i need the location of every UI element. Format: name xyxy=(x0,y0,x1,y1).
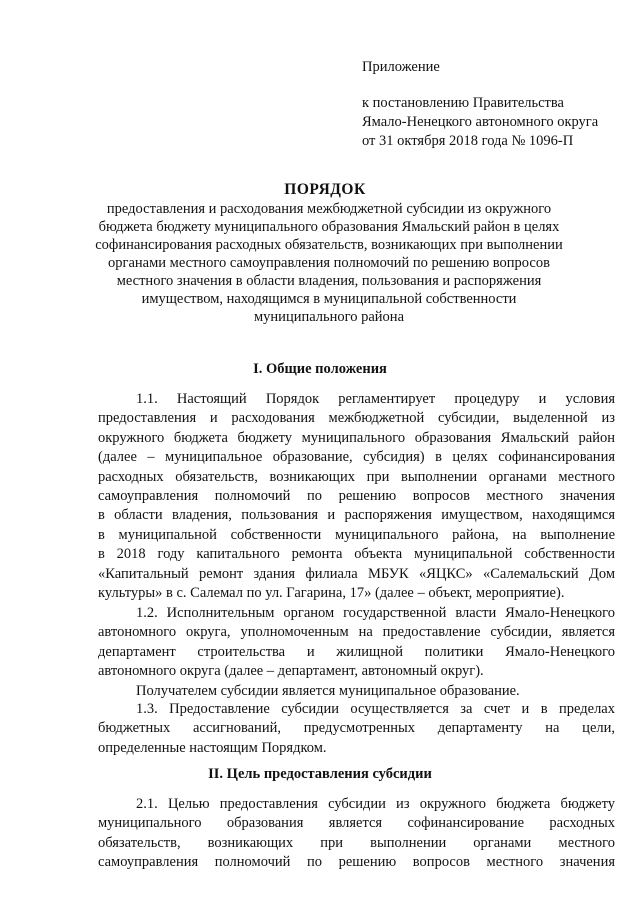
paragraph-line: обязательств, возникающих при выполнении органами местного xyxy=(98,834,615,851)
paragraph-line: 1.1. Настоящий Порядок регламентирует процедуру и условия xyxy=(136,391,615,407)
paragraph-recipient xyxy=(98,682,615,701)
paragraph-line: 2.1. Целью предоставления субсидии из окружного бюджета бюджету xyxy=(136,796,615,812)
subtitle-line: бюджета бюджету муниципального образования Ямальский район в целях xyxy=(98,219,560,235)
document-subtitle xyxy=(84,200,574,326)
paragraph-line: в муниципальной собственности муниципального района, на выполнение xyxy=(98,526,615,543)
subtitle-line: органами местного самоуправления полномочий по решению вопросов xyxy=(108,255,550,271)
appendix-line: к постановлению Правительства xyxy=(362,95,564,111)
subtitle-line: предоставления и расходования межбюджетной субсидии из окружного xyxy=(106,201,552,217)
paragraph-line: расходных обязательств, возникающих при выполнении органами местного xyxy=(98,468,615,485)
appendix-line: от 31 октября 2018 года № 1096-П xyxy=(362,133,574,149)
paragraph-1-1 xyxy=(98,390,615,603)
paragraph-2-1 xyxy=(98,795,615,873)
paragraph-line: определенные настоящим Порядком. xyxy=(98,739,327,756)
paragraph-line: культуры» в с. Салемал по ул. Гагарина, 17» (далее – объект, мероприятие). xyxy=(98,585,565,602)
paragraph-line: самоуправления полномочий по решению вопросов местного значения xyxy=(98,488,615,505)
paragraph-line: в 2018 году капитального ремонта объекта муниципальной собственности xyxy=(98,546,615,563)
paragraph-line: 1.2. Исполнительным органом государственной власти Ямало-Ненецкого xyxy=(136,605,615,621)
paragraph-line: департамент строительства и жилищной политики Ямало-Ненецкого xyxy=(98,643,615,660)
paragraph-line: окружного бюджета бюджету муниципального образования Ямальский район xyxy=(98,429,615,446)
paragraph-line: предоставления и расходования межбюджетной субсидии, выделенной из xyxy=(98,410,615,427)
paragraph-line: муниципального образования является софинансирование расходных xyxy=(98,815,615,832)
paragraph-line: автономного округа (далее – департамент, автономный округ). xyxy=(98,663,484,680)
subtitle-line: местного значения в области владения, пользования и распоряжения xyxy=(116,273,542,289)
paragraph-line: «Капитальный ремонт здания филиала МБУК «ЯЦКС» «Салемальский Дом xyxy=(98,565,615,582)
section-heading-purpose: II. Цель предоставления субсидии xyxy=(208,766,432,782)
appendix-block xyxy=(362,58,622,151)
appendix-line: Ямало-Ненецкого автономного округа xyxy=(362,114,599,130)
paragraph-line: в области владения, пользования и распоряжения имуществом, находящимся xyxy=(98,507,615,524)
subtitle-line: софинансирования расходных обязательств, возникающих при выполнении xyxy=(95,237,563,253)
paragraph-line: бюджетных ассигнований, предусмотренных департаменту на цели, xyxy=(98,720,615,737)
paragraph-line: самоуправления полномочий по решению вопросов местного значения xyxy=(98,854,615,871)
subtitle-line: имуществом, находящимся в муниципальной собственности xyxy=(141,291,517,307)
paragraph-line: автономного округа, уполномоченным на предоставление субсидии, является xyxy=(98,624,615,641)
paragraph-1-2 xyxy=(98,604,615,682)
document-title: ПОРЯДОК xyxy=(284,181,366,198)
subtitle-line: муниципального района xyxy=(254,309,404,325)
section-heading-general: I. Общие положения xyxy=(253,361,387,377)
paragraph-line: (далее – муниципальное образование, субсидия) в целях софинансирования xyxy=(98,449,615,466)
paragraph-line: 1.3. Предоставление субсидии осуществляется за счет и в пределах xyxy=(136,701,615,717)
appendix-label: Приложение xyxy=(362,59,440,75)
paragraph-1-3 xyxy=(98,700,615,758)
paragraph-line: Получателем субсидии является муниципальное образование. xyxy=(136,683,520,699)
